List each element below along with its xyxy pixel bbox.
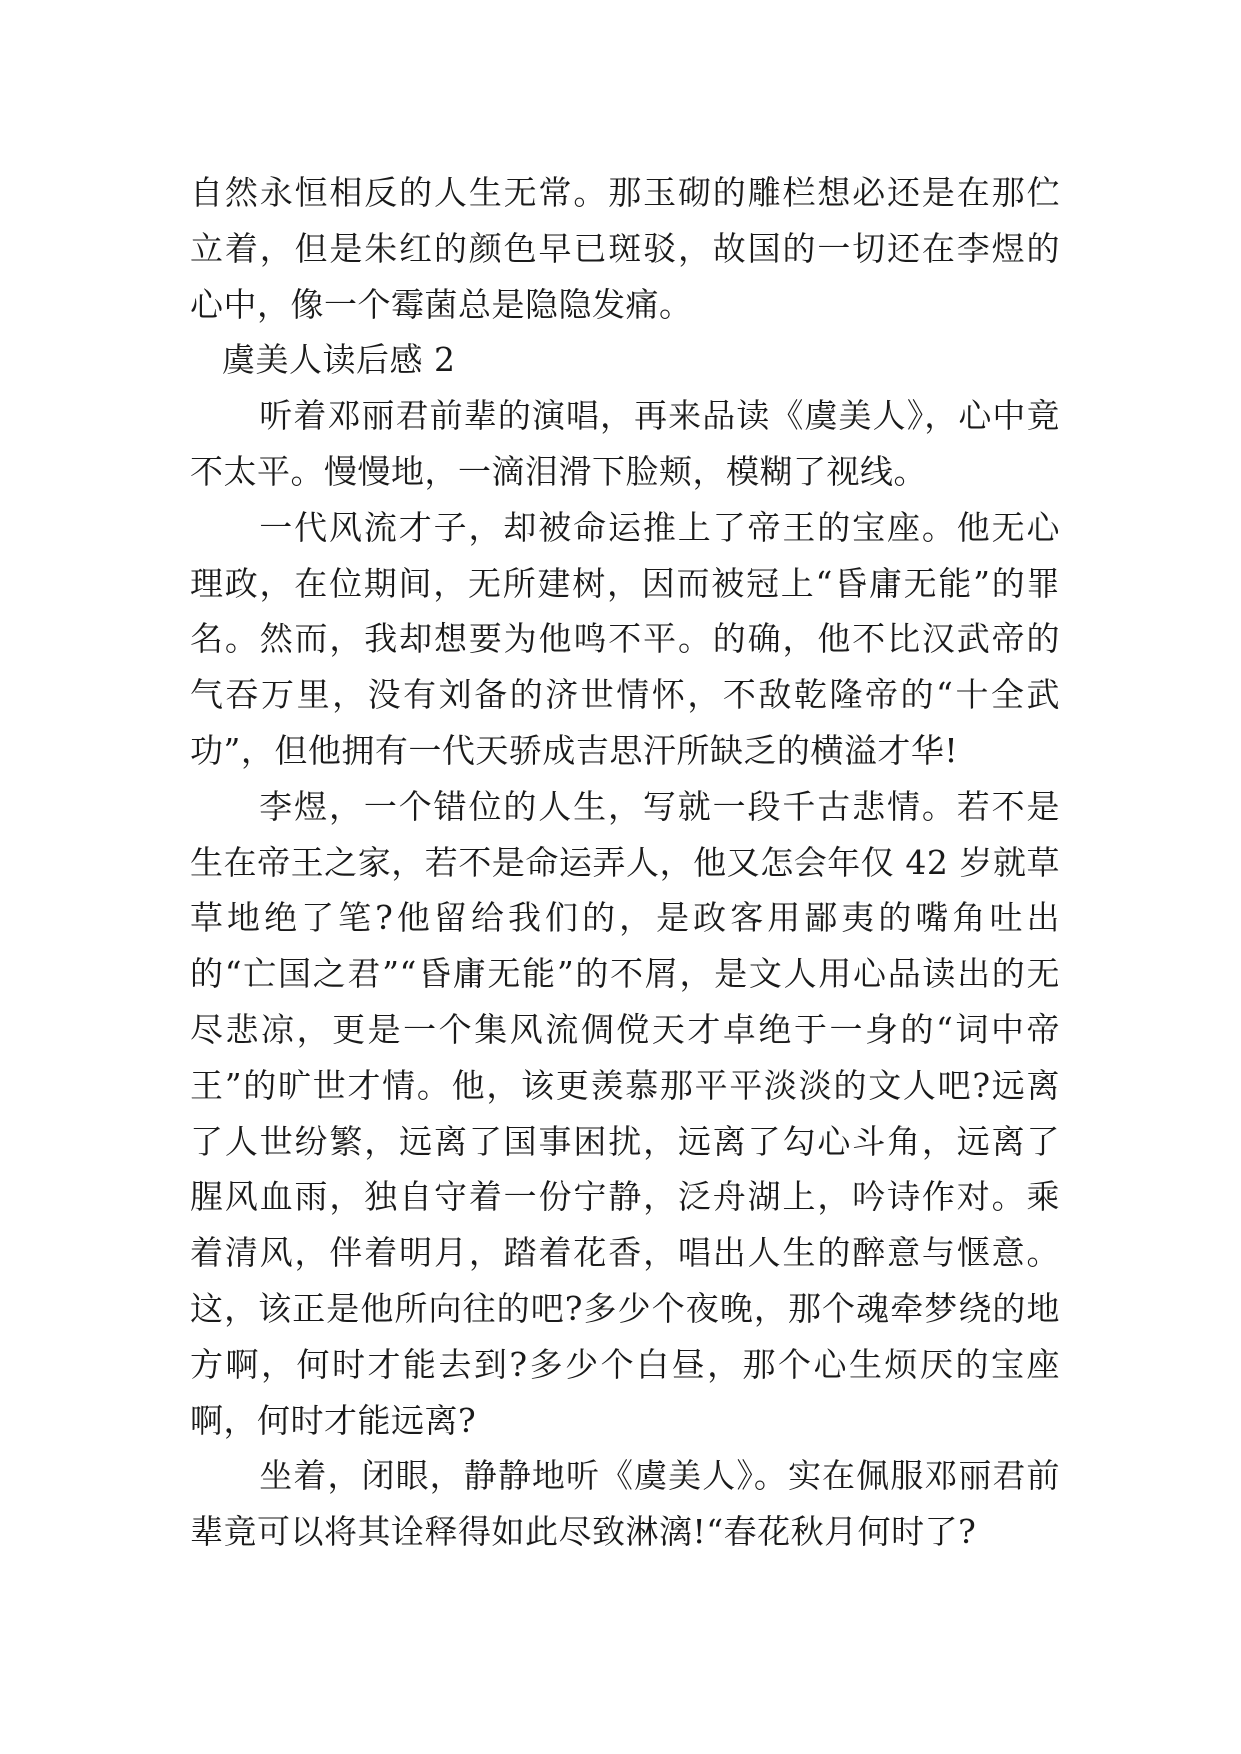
body-paragraph-1: 听着邓丽君前辈的演唱，再来品读《虞美人》，心中竟不太平。慢慢地，一滴泪滑下脸颊，模糊了视线。 (190, 396, 1060, 491)
continuation-paragraph: 自然永恒相反的人生无常。那玉砌的雕栏想必还是在那伫立着，但是朱红的颜色早已斑驳，故国的一切还在李煜的心中，像一个霉菌总是隐隐发痛。 (190, 173, 1060, 324)
body-paragraph-3: 李煜，一个错位的人生，写就一段千古悲情。若不是生在帝王之家，若不是命运弄人，他又怎会年仅 42 岁就草草地绝了笔?他留给我们的，是政客用鄙夷的嘴角吐出的“亡国之君”“昏庸无能”的不屑，是文人用心品读出的无尽悲凉，更是一个集风流倜傥天才卓绝于一身的“词中帝王”的旷世才情。他，该更羡慕那平平淡淡的文人吧?远离了人世纷繁，远离了国事困扰，远离了勾心斗角，远离了腥风血雨，独自守着一份宁静，泛舟湖上，吟诗作对。乘着清风，伴着明月，踏着花香，唱出人生的醉意与惬意。这，该正是他所向往的吧?多少个夜晚，那个魂牵梦绕的地方啊，何时才能去到?多少个白昼，那个心生烦厌的宝座啊，何时才能远离? (190, 786, 1060, 1440)
section-title: 虞美人读后感 2 (222, 340, 456, 380)
body-paragraph-4: 坐着，闭眼，静静地听《虞美人》。实在佩服邓丽君前辈竟可以将其诠释得如此尽致淋漓!“春花秋月何时了? (190, 1456, 1060, 1552)
document-body (190, 165, 1060, 1560)
body-paragraph-2: 一代风流才子，却被命运推上了帝王的宝座。他无心理政，在位期间，无所建树，因而被冠上“昏庸无能”的罪名。然而，我却想要为他鸣不平。的确，他不比汉武帝的气吞万里，没有刘备的济世情怀，不敌乾隆帝的“十全武功”，但他拥有一代天骄成吉思汗所缺乏的横溢才华! (190, 507, 1060, 770)
